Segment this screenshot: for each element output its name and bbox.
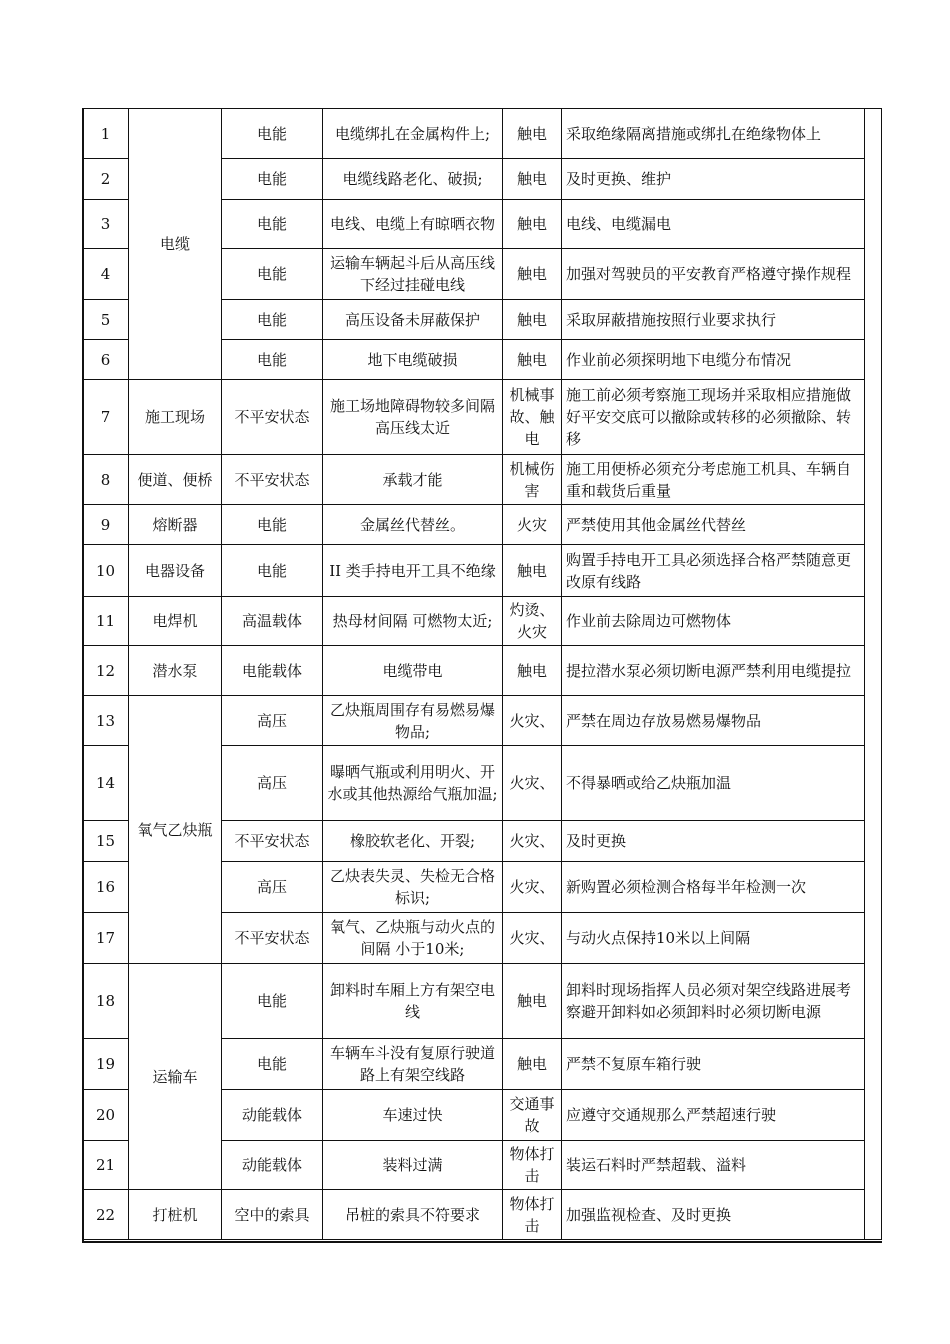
hazard-description: 橡胶软老化、开裂; — [323, 821, 503, 862]
hazard-category: 空中的索具 — [222, 1190, 323, 1240]
hazard-category: 电能 — [222, 109, 323, 159]
row-number: 9 — [83, 505, 129, 545]
accident-type: 触电 — [503, 340, 562, 380]
row-number: 4 — [83, 249, 129, 300]
control-measure: 加强对驾驶员的平安教育严格遵守操作规程 — [562, 249, 865, 300]
accident-type: 触电 — [503, 249, 562, 300]
accident-type: 机械事故、触电 — [503, 380, 562, 455]
hazard-category: 高压 — [222, 696, 323, 746]
row-number: 5 — [83, 300, 129, 340]
table-row — [83, 964, 882, 1039]
hazard-description: 装料过满 — [323, 1141, 503, 1190]
hazard-description: 电缆线路老化、破损; — [323, 159, 503, 200]
accident-type: 火灾、 — [503, 913, 562, 964]
hazard-description: 卸料时车厢上方有架空电线 — [323, 964, 503, 1039]
hazard-source: 熔断器 — [129, 505, 222, 545]
hazard-category: 电能 — [222, 964, 323, 1039]
hazard-category: 动能载体 — [222, 1090, 323, 1141]
row-number: 1 — [83, 109, 129, 159]
accident-type: 交通事故 — [503, 1090, 562, 1141]
hazard-description: 乙炔表失灵、失检无合格标识; — [323, 862, 503, 913]
accident-type: 灼烫、火灾 — [503, 597, 562, 646]
hazard-category: 电能 — [222, 505, 323, 545]
control-measure: 及时更换、维护 — [562, 159, 865, 200]
hazard-description: 曝晒气瓶或利用明火、开水或其他热源给气瓶加温; — [323, 746, 503, 821]
row-number: 12 — [83, 646, 129, 696]
control-measure: 作业前去除周边可燃物体 — [562, 597, 865, 646]
hazard-source: 电器设备 — [129, 545, 222, 597]
accident-type: 触电 — [503, 964, 562, 1039]
accident-type: 触电 — [503, 545, 562, 597]
hazard-description: 承载才能 — [323, 455, 503, 505]
control-measure: 施工前必须考察施工现场并采取相应措施做好平安交底可以撤除或转移的必须撤除、转移 — [562, 380, 865, 455]
control-measure: 严禁使用其他金属丝代替丝 — [562, 505, 865, 545]
table-row — [83, 646, 882, 696]
hazard-source: 运输车 — [129, 964, 222, 1190]
hazard-table — [82, 108, 882, 1240]
table-row — [83, 545, 882, 597]
hazard-category: 动能载体 — [222, 1141, 323, 1190]
control-measure: 新购置必须检测合格每半年检测一次 — [562, 862, 865, 913]
accident-type: 触电 — [503, 109, 562, 159]
accident-type: 火灾 — [503, 505, 562, 545]
row-number: 8 — [83, 455, 129, 505]
control-measure: 及时更换 — [562, 821, 865, 862]
row-number: 10 — [83, 545, 129, 597]
accident-type: 火灾、 — [503, 746, 562, 821]
control-measure: 购置手持电开工具必须选择合格严禁随意更改原有线路 — [562, 545, 865, 597]
hazard-category: 不平安状态 — [222, 455, 323, 505]
hazard-category: 不平安状态 — [222, 380, 323, 455]
control-measure: 加强监视检查、及时更换 — [562, 1190, 865, 1240]
hazard-description: 施工场地障碍物较多间隔 高压线太近 — [323, 380, 503, 455]
hazard-category: 电能 — [222, 300, 323, 340]
hazard-description: 电线、电缆上有晾晒衣物 — [323, 200, 503, 249]
control-measure: 装运石料时严禁超载、溢料 — [562, 1141, 865, 1190]
table-row — [83, 1190, 882, 1240]
hazard-description: 运输车辆起斗后从高压线下经过挂碰电线 — [323, 249, 503, 300]
control-measure: 作业前必须探明地下电缆分布情况 — [562, 340, 865, 380]
row-number: 19 — [83, 1039, 129, 1090]
accident-type: 机械伤害 — [503, 455, 562, 505]
accident-type: 物体打击 — [503, 1190, 562, 1240]
table-left-border — [82, 108, 84, 1243]
row-number: 7 — [83, 380, 129, 455]
hazard-category: 高温载体 — [222, 597, 323, 646]
table-row — [83, 696, 882, 746]
row-number: 6 — [83, 340, 129, 380]
hazard-category: 电能 — [222, 249, 323, 300]
hazard-category: 电能 — [222, 545, 323, 597]
row-number: 17 — [83, 913, 129, 964]
control-measure: 电线、电缆漏电 — [562, 200, 865, 249]
row-number: 15 — [83, 821, 129, 862]
hazard-description: 车速过快 — [323, 1090, 503, 1141]
control-measure: 严禁在周边存放易燃易爆物品 — [562, 696, 865, 746]
accident-type: 触电 — [503, 159, 562, 200]
hazard-description: 高压设备未屏蔽保护 — [323, 300, 503, 340]
hazard-category: 不平安状态 — [222, 913, 323, 964]
blank-margin-column — [865, 109, 882, 1240]
hazard-category: 不平安状态 — [222, 821, 323, 862]
hazard-category: 电能 — [222, 200, 323, 249]
control-measure: 采取屏蔽措施按照行业要求执行 — [562, 300, 865, 340]
control-measure: 应遵守交通规那么严禁超速行驶 — [562, 1090, 865, 1141]
hazard-description: 电缆带电 — [323, 646, 503, 696]
table-bottom-border — [82, 1241, 882, 1243]
hazard-source: 潜水泵 — [129, 646, 222, 696]
hazard-description: 车辆车斗没有复原行驶道路上有架空线路 — [323, 1039, 503, 1090]
hazard-description: 吊桩的索具不符要求 — [323, 1190, 503, 1240]
hazard-source: 电缆 — [129, 109, 222, 380]
accident-type: 火灾、 — [503, 821, 562, 862]
row-number: 22 — [83, 1190, 129, 1240]
control-measure: 严禁不复原车箱行驶 — [562, 1039, 865, 1090]
control-measure: 施工用便桥必须充分考虑施工机具、车辆自重和载货后重量 — [562, 455, 865, 505]
accident-type: 触电 — [503, 300, 562, 340]
row-number: 3 — [83, 200, 129, 249]
table-row — [83, 597, 882, 646]
accident-type: 触电 — [503, 1039, 562, 1090]
hazard-category: 电能 — [222, 159, 323, 200]
control-measure: 不得暴晒或给乙炔瓶加温 — [562, 746, 865, 821]
hazard-source: 氧气乙炔瓶 — [129, 696, 222, 964]
table-row — [83, 109, 882, 159]
row-number: 21 — [83, 1141, 129, 1190]
hazard-source: 便道、便桥 — [129, 455, 222, 505]
hazard-description: 氧气、乙炔瓶与动火点的间隔 小于10米; — [323, 913, 503, 964]
row-number: 16 — [83, 862, 129, 913]
table-row — [83, 455, 882, 505]
hazard-source: 电焊机 — [129, 597, 222, 646]
hazard-category: 高压 — [222, 862, 323, 913]
accident-type: 火灾、 — [503, 862, 562, 913]
accident-type: 物体打击 — [503, 1141, 562, 1190]
row-number: 13 — [83, 696, 129, 746]
row-number: 18 — [83, 964, 129, 1039]
hazard-description: 乙炔瓶周围存有易燃易爆物品; — [323, 696, 503, 746]
hazard-description: 热母材间隔 可燃物太近; — [323, 597, 503, 646]
hazard-source: 打桩机 — [129, 1190, 222, 1240]
hazard-category: 电能 — [222, 1039, 323, 1090]
row-number: 20 — [83, 1090, 129, 1141]
control-measure: 与动火点保持10米以上间隔 — [562, 913, 865, 964]
hazard-category: 电能 — [222, 340, 323, 380]
accident-type: 火灾、 — [503, 696, 562, 746]
hazard-description: 金属丝代替丝。 — [323, 505, 503, 545]
hazard-description: 电缆绑扎在金属构件上; — [323, 109, 503, 159]
table-row — [83, 380, 882, 455]
row-number: 14 — [83, 746, 129, 821]
hazard-description: II 类手持电开工具不绝缘 — [323, 545, 503, 597]
row-number: 11 — [83, 597, 129, 646]
control-measure: 采取绝缘隔离措施或绑扎在绝缘物体上 — [562, 109, 865, 159]
hazard-description: 地下电缆破损 — [323, 340, 503, 380]
row-number: 2 — [83, 159, 129, 200]
control-measure: 卸料时现场指挥人员必须对架空线路进展考察避开卸料如必须卸料时必须切断电源 — [562, 964, 865, 1039]
table-row — [83, 505, 882, 545]
hazard-category: 高压 — [222, 746, 323, 821]
accident-type: 触电 — [503, 646, 562, 696]
hazard-source: 施工现场 — [129, 380, 222, 455]
accident-type: 触电 — [503, 200, 562, 249]
control-measure: 提拉潜水泵必须切断电源严禁利用电缆提拉 — [562, 646, 865, 696]
hazard-category: 电能载体 — [222, 646, 323, 696]
